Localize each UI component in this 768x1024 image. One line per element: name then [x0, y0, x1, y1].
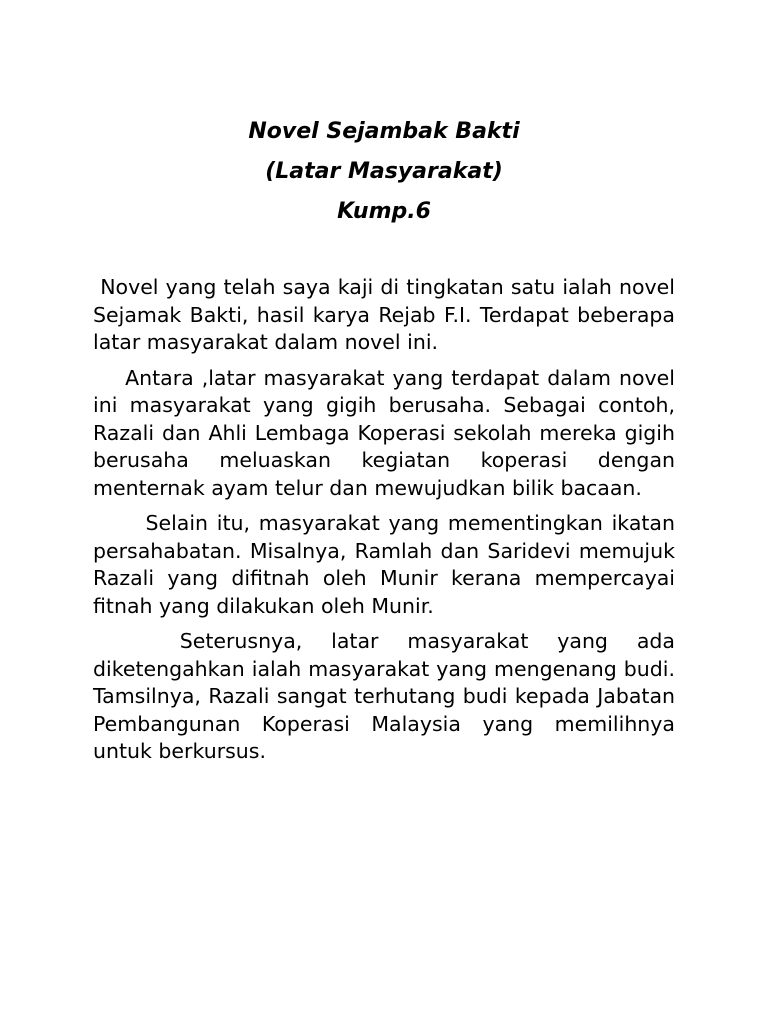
document-title: Novel Sejambak Bakti	[248, 119, 520, 144]
paragraph-gigih-berusaha: Antara ,latar masyarakat yang terdapat dalam novel ini masyarakat yang gigih berusaha. Sebagai contoh, Razali dan Ahli Lembaga Koperasi sekolah mereka gigih berusaha meluaskan kegiatan koperasi dengan menternak ayam telur dan mewujudkan bilik bacaan.	[93, 365, 682, 500]
body-text	[93, 274, 682, 774]
title-block	[0, 112, 768, 232]
document-subtitle: (Latar Masyarakat)	[265, 159, 503, 184]
paragraph-mengenang-budi: Seterusnya, latar masyarakat yang ada diketengahkan ialah masyarakat yang mengenang budi. Tamsilnya, Razali sangat terhutang budi kepada Jabatan Pembangunan Koperasi Malaysia yang memilihnya untuk berkursus.	[93, 629, 682, 763]
paragraph-persahabatan: Selain itu, masyarakat yang mementingkan ikatan persahabatan. Misalnya, Ramlah dan Saridevi memujuk Razali yang difitnah oleh Munir kerana mempercayai fitnah yang dilakukan oleh Munir.	[93, 511, 682, 618]
group-label: Kump.6	[337, 199, 431, 224]
paragraph-introduction: Novel yang telah saya kaji di tingkatan satu ialah novel Sejamak Bakti, hasil karya Rejab F.I. Terdapat beberapa latar masyarakat dalam novel ini.	[93, 275, 682, 354]
